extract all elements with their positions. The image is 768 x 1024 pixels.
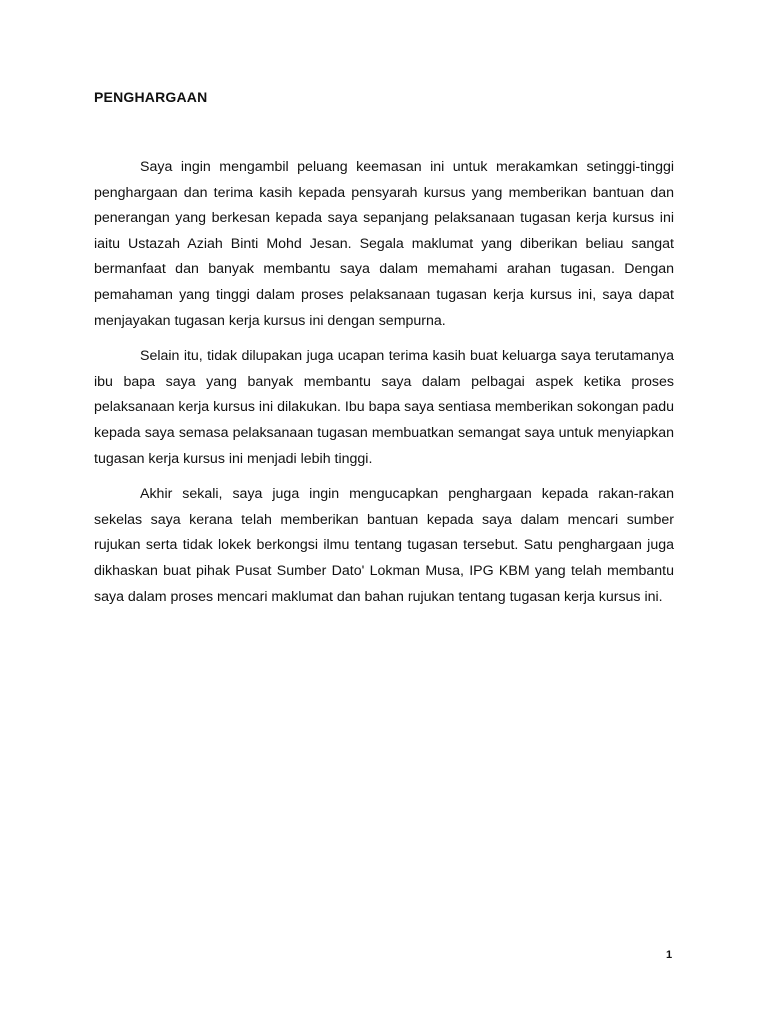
paragraph-3: Akhir sekali, saya juga ingin mengucapkan penghargaan kepada rakan-rakan sekelas saya kerana telah memberikan bantuan kepada saya dalam mencari sumber rujukan serta tidak lokek berkongsi ilmu tentang tugasan tersebut. Satu penghargaan juga dikhaskan buat pihak Pusat Sumber Dato' Lokman Musa, IPG KBM yang telah membantu saya dalam proses mencari maklumat dan bahan rujukan tentang tugasan kerja kursus ini. [94,486,674,605]
acknowledgement-body [94,155,674,620]
page-title: PENGHARGAAN [94,89,208,105]
paragraph-2: Selain itu, tidak dilupakan juga ucapan terima kasih buat keluarga saya terutamanya ibu bapa saya yang banyak membantu saya dalam pelbagai aspek ketika proses pelaksanaan kerja kursus ini dilakukan. Ibu bapa saya sentiasa memberikan sokongan padu kepada saya semasa pelaksanaan tugasan membuatkan semangat saya untuk menyiapkan tugasan kerja kursus ini menjadi lebih tinggi. [94,348,674,467]
paragraph-1: Saya ingin mengambil peluang keemasan ini untuk merakamkan setinggi-tinggi penghargaan dan terima kasih kepada pensyarah kursus yang memberikan bantuan dan penerangan yang berkesan kepada saya sepanjang pelaksanaan tugasan kerja kursus ini iaitu Ustazah Aziah Binti Mohd Jesan. Segala maklumat yang diberikan beliau sangat bermanfaat dan banyak membantu saya dalam memahami arahan tugasan. Dengan pemahaman yang tinggi dalam proses pelaksanaan tugasan kerja kursus ini, saya dapat menjayakan tugasan kerja kursus ini dengan sempurna. [94,159,674,329]
page-number: 1 [666,949,673,961]
